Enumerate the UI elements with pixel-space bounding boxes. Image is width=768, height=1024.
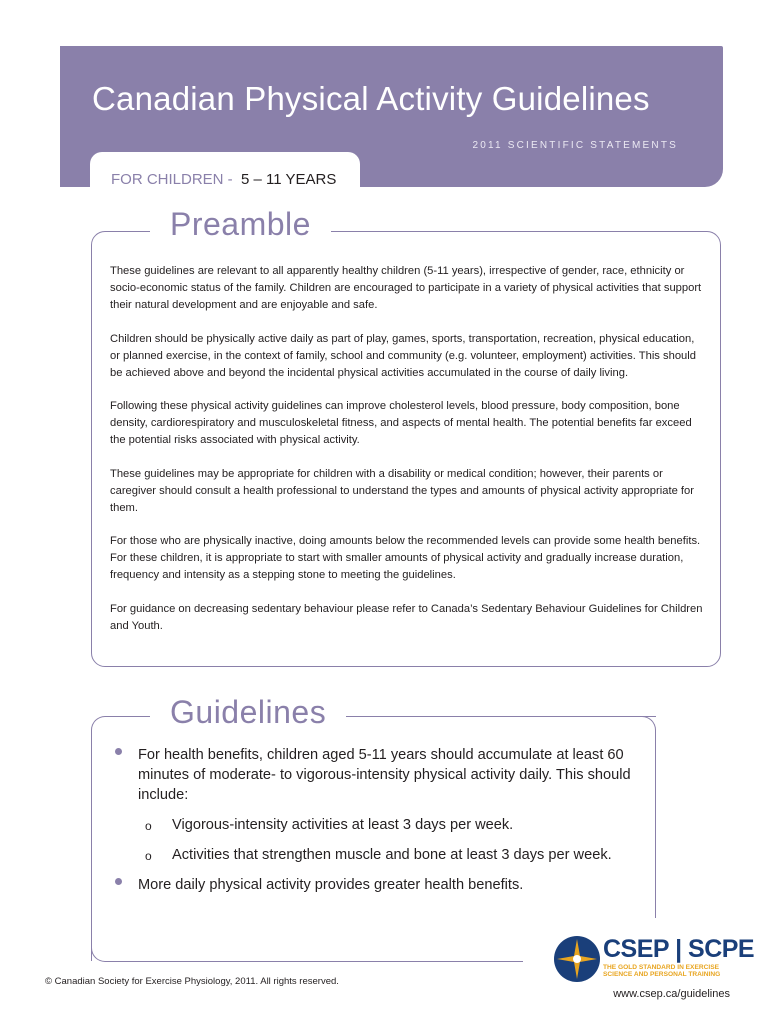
age-tab — [90, 152, 360, 192]
preamble-paragraph: For guidance on decreasing sedentary behaviour please refer to Canada’s Sedentary Behaviour Guidelines for Children and Youth. — [110, 602, 703, 632]
preamble-paragraph: These guidelines may be appropriate for children with a disability or medical condition; however, their parents or caregiver should consult a health professional to understand the types and amounts of physical activity appropriate for them. — [110, 467, 694, 514]
guideline-subitem — [112, 845, 642, 865]
preamble-heading: Preamble — [150, 206, 331, 243]
preamble-body — [110, 263, 705, 651]
guidelines-frame-bottom — [91, 928, 523, 962]
preamble-paragraph: These guidelines are relevant to all apparently healthy children (5-11 years), irrespective of gender, race, ethnicity or socio-economic status of the family. Children are encouraged to participate in a variety of physical activities that support their natural development and are enjoyable and safe. — [110, 265, 702, 311]
guideline-subtext: Vigorous-intensity activities at least 3 days per week. — [172, 817, 514, 833]
logo-tagline-line: THE GOLD STANDARD IN EXERCISE — [603, 964, 720, 971]
copyright-text: © Canadian Society for Exercise Physiology, 2011. All rights reserved. — [45, 976, 339, 987]
logo-wordmark: CSEP | SCPE — [603, 935, 755, 963]
age-label — [111, 171, 336, 188]
guidelines-heading: Guidelines — [150, 694, 346, 731]
footer-url: www.csep.ca/guidelines — [613, 988, 730, 1000]
csep-logo — [553, 933, 755, 985]
guideline-subtext: Activities that strengthen muscle and bone at least 3 days per week. — [172, 847, 612, 863]
age-range: 5 – 11 YEARS — [241, 171, 337, 188]
bullet-icon — [115, 878, 122, 885]
guideline-item — [112, 875, 642, 895]
sub-bullet-icon: o — [145, 819, 152, 833]
preamble-paragraph: For those who are physically inactive, doing amounts below the recommended levels can provide some health benefits. For these children, it is appropriate to start with smaller amounts of physical activity and gradually increase duration, frequency and intensity as a stepping stone to meeting the guidelines. — [110, 535, 701, 581]
logo-tagline — [603, 964, 720, 979]
logo-tagline-line: SCIENCE AND PERSONAL TRAINING — [603, 971, 721, 979]
sub-bullet-icon: o — [145, 849, 152, 863]
guideline-subitem — [112, 815, 642, 835]
guideline-text: More daily physical activity provides greater health benefits. — [138, 877, 524, 893]
header-subtitle: 2011 SCIENTIFIC STATEMENTS — [472, 140, 678, 151]
page-title: Canadian Physical Activity Guidelines — [92, 80, 650, 117]
maple-compass-icon — [553, 935, 601, 983]
bullet-icon — [115, 748, 122, 755]
guidelines-list — [112, 745, 642, 895]
preamble-paragraph: Following these physical activity guidelines can improve cholesterol levels, blood pressure, body composition, bone density, cardiorespiratory and musculoskeletal fitness, and aspects of mental health. The potential benefits far exceed the potential risks associated with physical activity. — [110, 400, 692, 446]
guideline-text: For health benefits, children aged 5-11 years should accumulate at least 60 minutes of moderate- to vigorous-intensity physical activity daily. This should include: — [138, 747, 631, 803]
preamble-paragraph: Children should be physically active daily as part of play, games, sports, transportation, recreation, physical education, or planned exercise, in the context of family, school and community (e.g. volunteer, employment) activities. This should be achieved above and beyond the incidental physical activities accumulated in the course of daily living. — [110, 332, 696, 379]
age-prefix: FOR CHILDREN - — [111, 171, 233, 188]
guideline-item — [112, 745, 642, 805]
